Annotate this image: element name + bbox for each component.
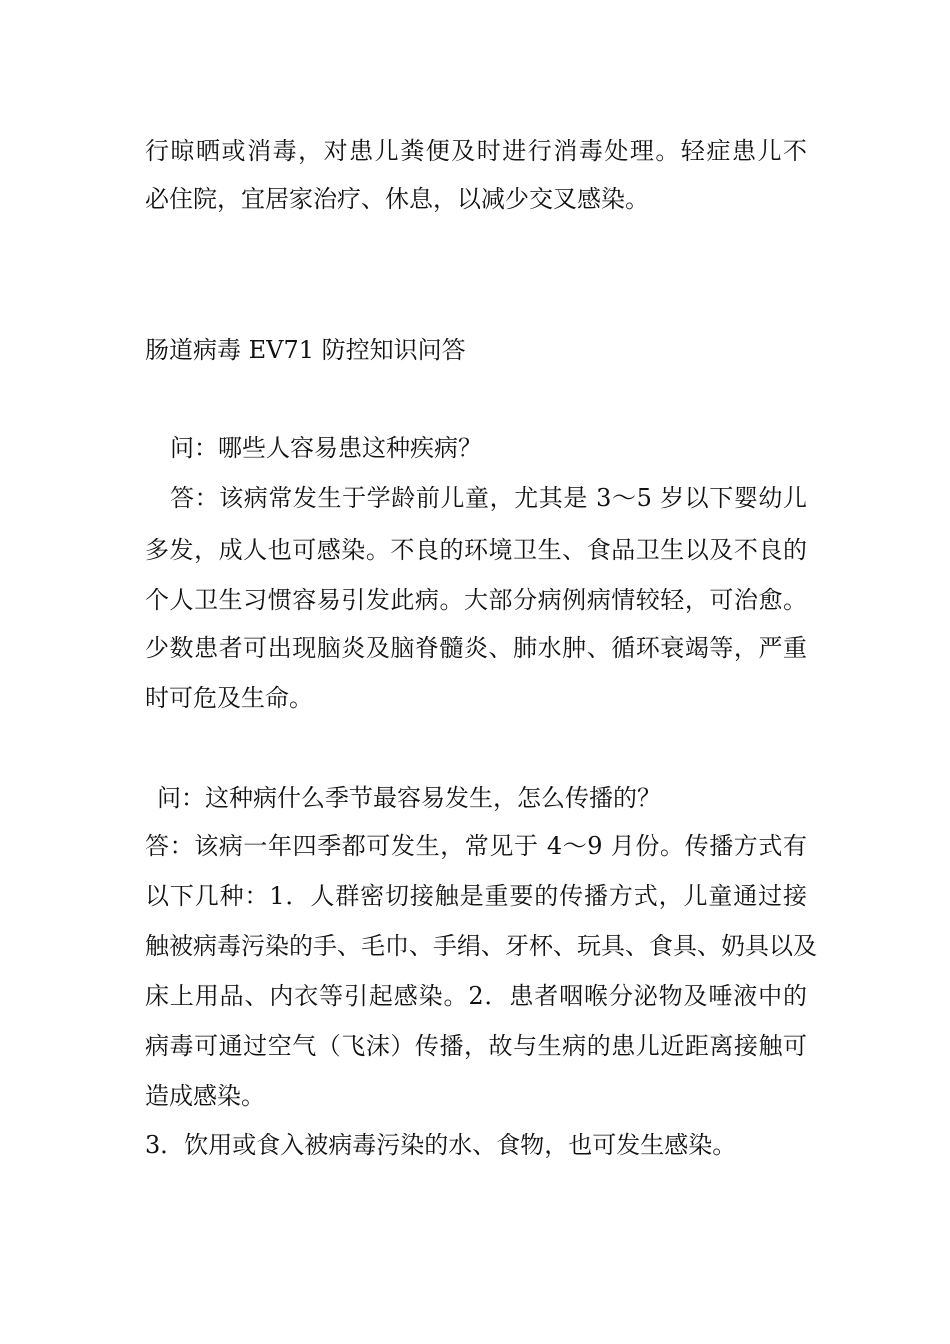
qa1-question: 问：哪些人容易患这种疾病？ — [170, 434, 482, 462]
qa1-answer-line-2: 多发，成人也可感染。不良的环境卫生、食品卫生以及不良的 — [145, 536, 807, 564]
qa1-answer-line-4: 少数患者可出现脑炎及脑脊髓炎、肺水肿、循环衰竭等，严重 — [145, 634, 807, 662]
intro-line-1: 行晾晒或消毒，对患儿粪便及时进行消毒处理。轻症患儿不 — [145, 137, 807, 165]
qa2-answer-line-4: 床上用品、内衣等引起感染。2．患者咽喉分泌物及唾液中的 — [145, 982, 807, 1010]
qa1-answer-line-5: 时可危及生命。 — [145, 684, 313, 712]
qa2-answer-line-7: 3．饮用或食入被病毒污染的水、食物，也可发生感染。 — [145, 1131, 737, 1159]
qa1-answer-line-3: 个人卫生习惯容易引发此病。大部分病例病情较轻，可治愈。 — [145, 586, 807, 614]
qa2-answer-line-6: 造成感染。 — [145, 1082, 265, 1110]
intro-line-2: 必住院，宜居家治疗、休息，以减少交叉感染。 — [145, 185, 649, 213]
qa2-answer-line-1: 答：该病一年四季都可发生，常见于 4～9 月份。传播方式有 — [145, 832, 807, 860]
qa2-answer-line-3: 触被病毒污染的手、毛巾、手绢、牙杯、玩具、食具、奶具以及 — [145, 932, 817, 960]
qa2-answer-line-2: 以下几种：1．人群密切接触是重要的传播方式，儿童通过接 — [145, 882, 807, 910]
qa2-answer-line-5: 病毒可通过空气（飞沫）传播，故与生病的患儿近距离接触可 — [145, 1032, 807, 1060]
document-title: 肠道病毒 EV71 防控知识问答 — [145, 336, 466, 364]
qa1-answer-line-1: 答：该病常发生于学龄前儿童，尤其是 3～5 岁以下婴幼儿 — [170, 484, 807, 512]
qa2-question: 问：这种病什么季节最容易发生，怎么传播的？ — [157, 784, 661, 812]
